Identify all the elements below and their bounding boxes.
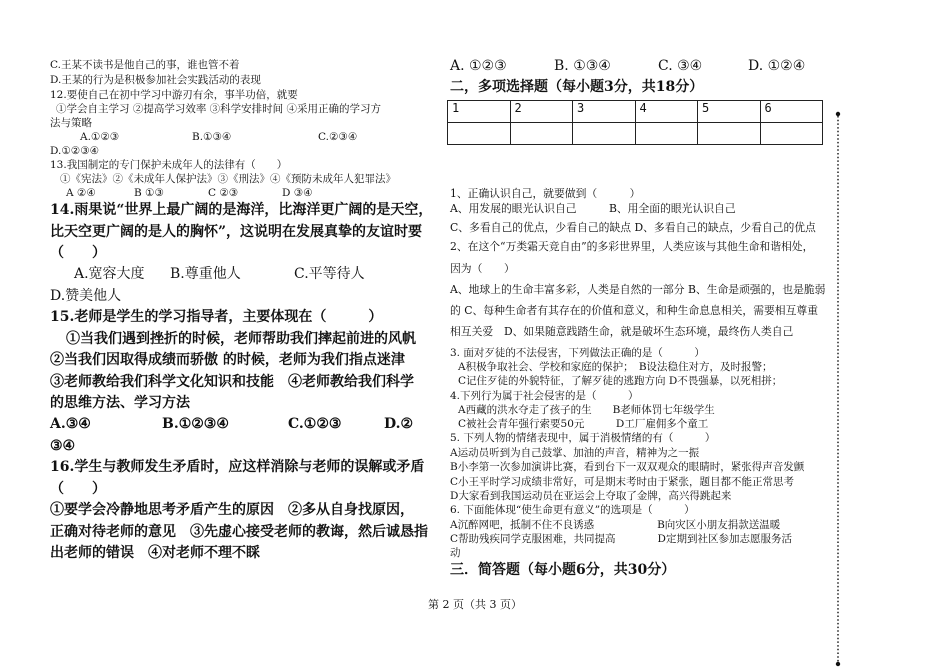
q13-items: ①《宪法》②《未成年人保护法》③《刑法》④《预防未成年人犯罪法》	[60, 173, 396, 185]
q16-items-1: ①要学会冷静地思考矛盾产生的原因 ②多从自身找原因，	[50, 502, 414, 518]
m1-options-ab: A、用发展的眼光认识自己 B、用全面的眼光认识自己	[450, 202, 736, 215]
m6-stem: 6. 下面能体现“使生命更有意义”的选项是（ ）	[450, 504, 695, 516]
q14-option: C.平等待人	[294, 266, 365, 282]
m3-options-ab: A积极争取社会、学校和家庭的保护； B设法稳住对方，及时报警；	[458, 361, 773, 373]
q11-option-c: C.王某不读书是他自己的事，谁也管不着	[50, 59, 240, 71]
q11-option-d: D.王某的行为是积极参加社会实践活动的表现	[50, 74, 261, 86]
q15-stem: 15.老师是学生的学习指导者，主要体现在（ ）	[50, 309, 383, 325]
answer-cell[interactable]	[573, 123, 636, 145]
q13-option: C ②③	[208, 187, 239, 199]
q14-options	[74, 266, 365, 282]
m5-option-d: D大家看到我国运动员在亚运会上夺取了金牌，高兴得跳起来	[450, 490, 732, 502]
answer-table	[447, 100, 823, 145]
m5-option-b: B小李第一次参加演讲比赛，看到台下一双双观众的眼睛时，紧张得声音发颤	[450, 461, 805, 473]
m1-options-cd: C、多看自己的优点，少看自己的缺点 D、多看自己的缺点，少看自己的优点	[450, 221, 816, 234]
q13-options	[66, 187, 313, 199]
answer-table-header-cell: 2	[510, 101, 573, 123]
option: A. ①②③	[450, 58, 507, 74]
page-footer: 第 2 页（共 3 页）	[428, 598, 522, 611]
answer-table-header-cell: 1	[448, 101, 511, 123]
q13-option: D ③④	[282, 187, 313, 199]
answer-cell[interactable]	[698, 123, 761, 145]
m4-options-cd: C被社会青年强行索要50元 D工厂雇佣多个童工	[458, 418, 709, 430]
option: B. ①③④	[554, 58, 611, 74]
answer-table-header-row	[448, 101, 823, 123]
q15-item-3: ③老师教给我们科学文化知识和技能 ④老师教给我们科学	[50, 374, 414, 390]
q12-option-d: D.①②③④	[50, 145, 100, 157]
answer-table-header-cell: 4	[635, 101, 698, 123]
m2-stem: 2、在这个“万类霜天竞自由”的多彩世界里，人类应该与其他生命和谐相处，	[450, 240, 814, 253]
m2-options-3: 相互关爱 D、如果随意践踏生命，就是破坏生态环境，最终伤人类自己	[450, 325, 794, 338]
answer-table-answer-row	[448, 123, 823, 145]
q15-options	[50, 416, 413, 432]
m1-stem: 1、正确认识自己，就要做到（ ）	[450, 187, 641, 200]
q15-option: A.③④	[50, 416, 91, 432]
q12-stem: 12.要使自己在初中学习中游刃有余，事半功倍，就要	[50, 89, 298, 101]
m2-bracket: 因为（ ）	[450, 262, 515, 275]
binding-dotted-line	[834, 110, 842, 668]
m4-stem: 4.下列行为属于社会侵害的是（ ）	[450, 390, 639, 402]
m3-stem: 3. 面对歹徒的不法侵害，下列做法正确的是（ ）	[450, 347, 705, 359]
q14-option: A.宽容大度	[74, 266, 145, 282]
m5-option-a: A运动员听到为自己鼓掌、加油的声音，精神为之一振	[450, 447, 700, 459]
answer-cell[interactable]	[760, 123, 823, 145]
q16-items-3: 出老师的错误 ④对老师不理不睬	[50, 545, 260, 561]
answer-cell[interactable]	[635, 123, 698, 145]
m5-option-c: C小王平时学习成绩非常好，可是期末考时由于紧张，题目都不能正常思考	[450, 476, 795, 488]
q14-option: B.尊重他人	[170, 266, 241, 282]
q12-items: ①学会自主学习 ②提高学习效率 ③科学安排时间 ④采用正确的学习方	[56, 103, 382, 115]
q15-option: D.②	[384, 416, 414, 432]
m6-options-cd: C帮助残疾同学克服困难，共同提高 D定期到社区参加志愿服务活	[450, 533, 792, 545]
m2-options-2: 的 C、每种生命者有其存在的价值和意义，和种生命息息相关，需要相互尊重	[450, 304, 818, 317]
q12-option: C.②③④	[318, 131, 358, 143]
previous-question-options	[450, 58, 805, 74]
answer-table-header-cell: 5	[698, 101, 761, 123]
m4-options-ab: A西藏的洪水夺走了孩子的生 B老师体罚七年级学生	[458, 404, 715, 416]
q14-stem-1: 14.雨果说“世界上最广阔的是海洋，比海洋更广阔的是天空，	[50, 202, 433, 218]
section-2-heading: 二，多项选择题（每小题3分，共18分）	[450, 79, 704, 95]
option: D. ①②④	[748, 58, 806, 74]
q15-option-d-cont: ③④	[50, 438, 76, 454]
q15-item-1: ①当我们遇到挫折的时候，老师帮助我们摔起前进的风帆	[66, 331, 416, 347]
q12-options	[80, 131, 357, 143]
q15-item-2: ②当我们因取得成绩而骄傲 的时候，老师为我们指点迷津	[50, 352, 405, 368]
q12-option: B.①③④	[192, 131, 232, 143]
answer-cell[interactable]	[510, 123, 573, 145]
q16-bracket: （ ）	[50, 481, 106, 497]
q13-stem: 13.我国制定的专门保护未成年人的法律有（ ）	[50, 159, 288, 171]
answer-table-header-cell: 6	[760, 101, 823, 123]
m2-options-1: A、地球上的生命丰富多彩，人类是自然的一部分 B、生命是顽强的，也是脆弱	[450, 283, 826, 296]
q16-stem: 16.学生与教师发生矛盾时，应这样消除与老师的误解或矛盾	[50, 459, 425, 475]
q13-option: A ②④	[66, 187, 96, 199]
q12-items-cont: 法与策略	[50, 117, 92, 129]
section-3-heading: 三．简答题（每小题6分，共30分）	[450, 562, 676, 578]
q14-stem-2: 比天空更广阔的是人的胸怀”，这说明在发展真挚的友谊时要	[50, 224, 423, 240]
answer-table-header-cell: 3	[573, 101, 636, 123]
m3-options-cd: C记住歹徒的外貌特征，了解歹徒的逃跑方向 D不畏强暴，以死相拼；	[458, 375, 783, 387]
q15-option: C.①②③	[288, 416, 342, 432]
m5-stem: 5. 下列人物的情绪表现中，属于消极情绪的有（ ）	[450, 432, 716, 444]
q16-items-2: 正确对待老师的意见 ③先虚心接受老师的教诲，然后诚恳指	[50, 524, 428, 540]
q13-option: B ①③	[134, 187, 164, 199]
q14-stem-3: （ ）	[50, 245, 106, 261]
answer-cell[interactable]	[448, 123, 511, 145]
option: C. ③④	[658, 58, 703, 74]
q14-option-d: D.赞美他人	[50, 288, 122, 304]
q12-option: A.①②③	[80, 131, 120, 143]
q15-item-3-cont: 的思维方法、学习方法	[50, 395, 190, 411]
m6-options-cont: 动	[450, 547, 461, 559]
m6-options-ab: A沉醉网吧，抵制不住不良诱惑 B向灾区小朋友捐款送温暖	[450, 519, 781, 531]
q15-option: B.①②③④	[162, 416, 229, 432]
